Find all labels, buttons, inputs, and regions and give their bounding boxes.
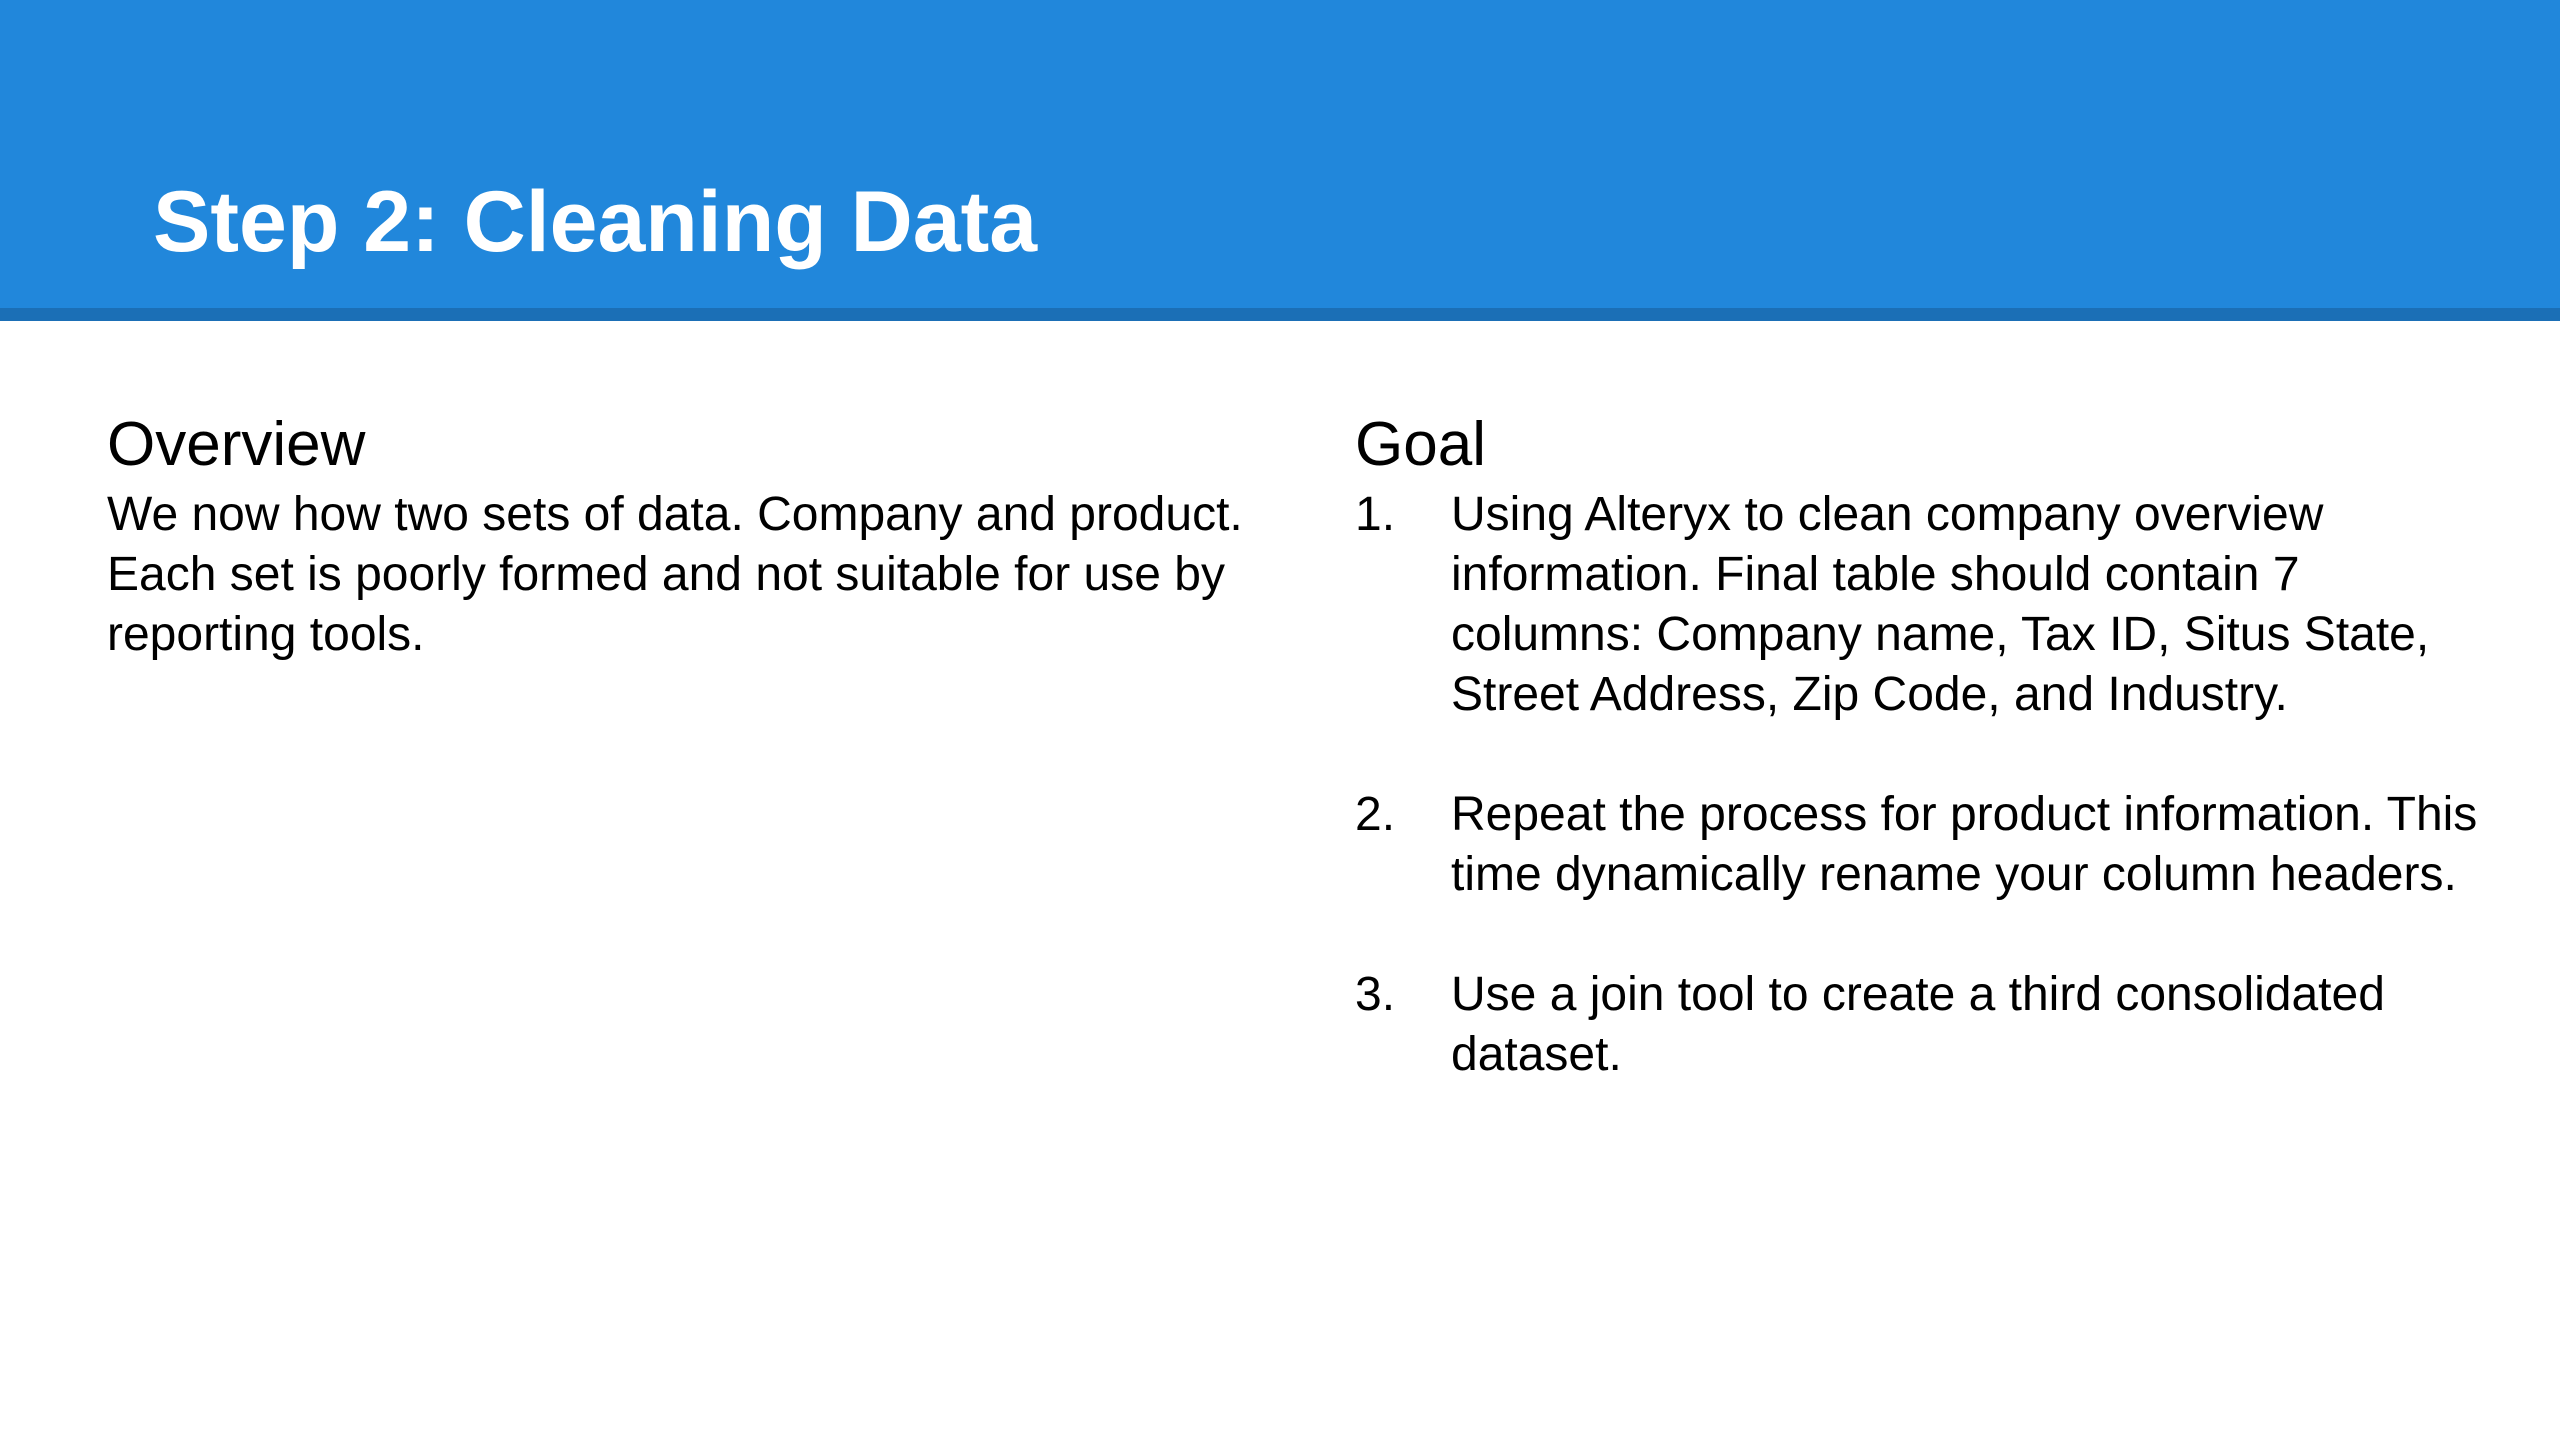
overview-heading: Overview [107,410,366,479]
goal-item-1 [1355,485,2485,725]
goal-item-number: 3. [1355,968,1396,1021]
goal-heading: Goal [1355,410,1486,479]
overview-text: We now how two sets of data. Company and product. Each set is poorly formed and not suitable for use by reporting tools. [107,488,1243,661]
goal-item-number: 1. [1355,488,1396,541]
goal-item-2 [1355,785,2485,905]
goal-item-text: Use a join tool to create a third consolidated dataset. [1451,968,2385,1081]
goal-list [1355,485,2485,1085]
overview-section [107,405,1267,665]
goal-item-text: Repeat the process for product information. This time dynamically rename your column headers. [1451,788,2478,901]
goal-item-number: 2. [1355,788,1396,841]
goal-section [1355,405,2485,1145]
goal-item-text: Using Alteryx to clean company overview information. Final table should contain 7 columns: Company name, Tax ID, Situs State, Street Address, Zip Code, and Industry. [1451,488,2430,721]
header-divider [0,308,2560,321]
slide-title: Step 2: Cleaning Data [153,174,1038,270]
goal-item-3 [1355,965,2485,1085]
